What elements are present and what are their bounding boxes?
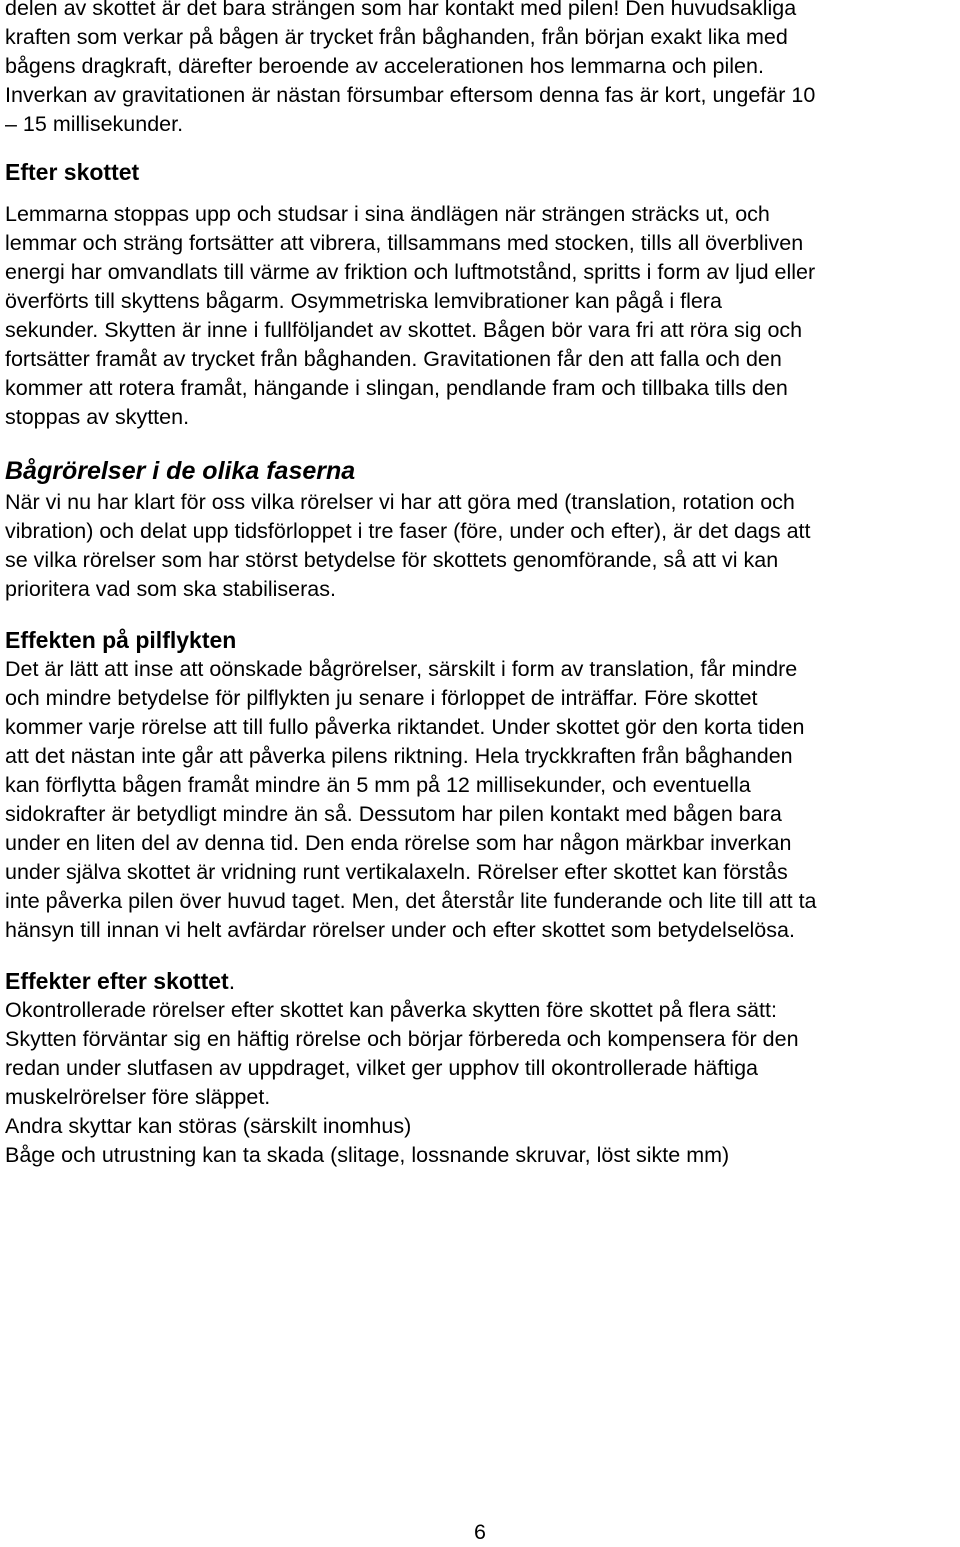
text-line: fortsätter framåt av trycket från båghanden. Gravitationen får den att falla och den [5, 347, 782, 371]
text-line: kraften som verkar på bågen är trycket från båghanden, från början exakt lika med [5, 25, 788, 49]
intro-paragraph [5, 0, 960, 139]
section-heading: Efter skottet [5, 159, 140, 185]
text-line: muskelrörelser före släppet. [5, 1085, 271, 1109]
text-line: kommer varje rörelse att till fullo påverka riktandet. Under skottet gör den korta tiden [5, 715, 805, 739]
text-line: under en liten del av denna tid. Den enda rörelse som har någon märkbar inverkan [5, 831, 792, 855]
text-line: Båge och utrustning kan ta skada (slitage, lossnande skruvar, löst sikte mm) [5, 1143, 730, 1167]
text-line: – 15 millisekunder. [5, 112, 184, 136]
text-line: kan förflytta bågen framåt mindre än 5 mm på 12 millisekunder, och eventuella [5, 773, 751, 797]
page-number: 6 [474, 1520, 486, 1544]
text-line: sekunder. Skytten är inne i fullföljandet av skottet. Bågen bör vara fri att röra sig och [5, 318, 803, 342]
section-pilflykten [5, 626, 960, 945]
section-bagrorelser [5, 454, 960, 604]
text-line: prioritera vad som ska stabiliseras. [5, 577, 336, 601]
chapter-heading: Bågrörelser i de olika faserna [5, 457, 356, 485]
text-line: redan under slutfasen av uppdraget, vilket ger upphov till okontrollerade häftiga [5, 1056, 758, 1080]
text-line: Okontrollerade rörelser efter skottet kan påverka skytten före skottet på flera sätt: [5, 998, 777, 1022]
section-heading: Effekten på pilflykten [5, 627, 237, 653]
section-heading-period: . [228, 968, 236, 994]
text-line: När vi nu har klart för oss vilka rörelser vi har att göra med (translation, rotation och [5, 490, 795, 514]
text-line: lemmar och sträng fortsätter att vibrera, tillsammans med stocken, tills all överbliven [5, 231, 804, 255]
text-line: att det nästan inte går att påverka pilens riktning. Hela tryckkraften från båghanden [5, 744, 793, 768]
text-line: inte påverka pilen över huvud taget. Men, det återstår lite funderande och lite till att ta [5, 889, 817, 913]
text-line: delen av skottet är det bara strängen som har kontakt med pilen! Den huvudsakliga [5, 0, 797, 20]
text-line: hänsyn till innan vi helt avfärdar rörelser under och efter skottet som betydelselösa. [5, 918, 795, 942]
text-line: Andra skyttar kan störas (särskilt inomhus) [5, 1114, 412, 1138]
text-line: vibration) och delat upp tidsförloppet i tre faser (före, under och efter), är det dags att [5, 519, 811, 543]
section-heading [5, 967, 960, 996]
text-line: under själva skottet är vridning runt vertikalaxeln. Rörelser efter skottet kan förstås [5, 860, 788, 884]
text-line: bågens dragkraft, därefter beroende av accelerationen hos lemmarna och pilen. [5, 54, 764, 78]
text-line: Skytten förväntar sig en häftig rörelse och börjar förbereda och kompensera för den [5, 1027, 799, 1051]
text-line: och mindre betydelse för pilflykten ju senare i förloppet de inträffar. Före skottet [5, 686, 758, 710]
text-line: sidokrafter är betydligt mindre än så. Dessutom har pilen kontakt med bågen bara [5, 802, 782, 826]
text-line: stoppas av skytten. [5, 405, 190, 429]
text-line: kommer att rotera framåt, hängande i slingan, pendlande fram och tillbaka tills den [5, 376, 788, 400]
section-efter-skottet [5, 158, 960, 432]
text-line: Inverkan av gravitationen är nästan försumbar eftersom denna fas är kort, ungefär 10 [5, 83, 816, 107]
text-line: se vilka rörelser som har störst betydelse för skottets genomförande, så att vi kan [5, 548, 779, 572]
section-heading-text: Effekter efter skottet [5, 968, 229, 994]
text-line: överförts till skyttens bågarm. Osymmetriska lemvibrationer kan pågå i flera [5, 289, 722, 313]
text-line: Lemmarna stoppas upp och studsar i sina ändlägen när strängen sträcks ut, och [5, 202, 770, 226]
text-line: Det är lätt att inse att oönskade bågrörelser, särskilt i form av translation, får mindre [5, 657, 798, 681]
document-page [5, 0, 960, 1170]
text-line: energi har omvandlats till värme av friktion och luftmotstånd, spritts i form av ljud eller [5, 260, 816, 284]
section-effekter-efter-skottet [5, 967, 960, 1170]
